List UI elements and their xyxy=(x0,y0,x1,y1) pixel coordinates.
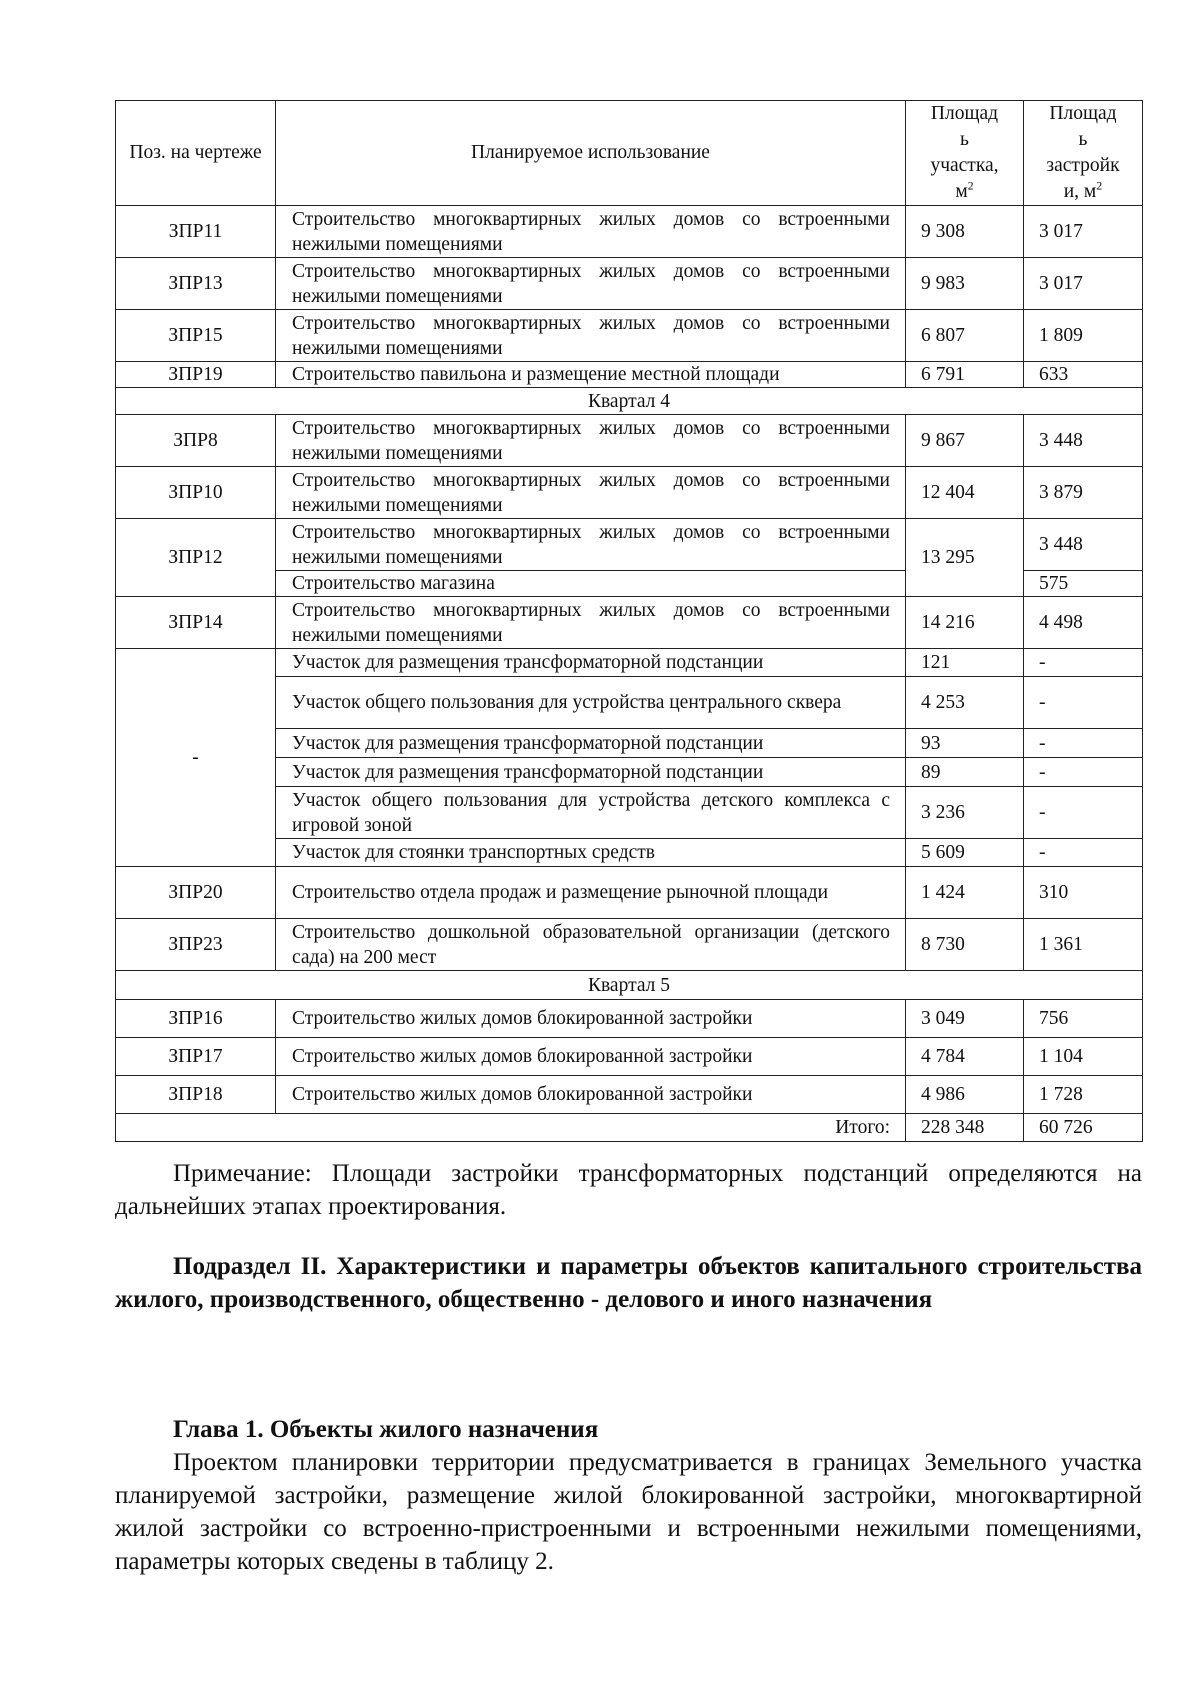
cell-building: 3 448 xyxy=(1024,519,1143,571)
table-row xyxy=(116,415,1143,467)
cell-position: ЗПР14 xyxy=(116,597,276,649)
cell-area: 4 253 xyxy=(906,677,1024,729)
cell-use: Строительство павильона и размещение местной площади xyxy=(276,362,906,388)
cell-area: 89 xyxy=(906,758,1024,787)
table-row xyxy=(116,467,1143,519)
cell-area: 9 867 xyxy=(906,415,1024,467)
cell-building: - xyxy=(1024,787,1143,839)
block-title: Квартал 4 xyxy=(116,388,1143,415)
total-label: Итого: xyxy=(116,1114,906,1142)
cell-area: 13 295 xyxy=(906,519,1024,597)
cell-use: Участок общего пользования для устройства детского комплекса с игровой зоной xyxy=(276,787,906,839)
total-area: 228 348 xyxy=(906,1114,1024,1142)
cell-building: 1 104 xyxy=(1024,1038,1143,1076)
table-row xyxy=(116,649,1143,677)
cell-area: 93 xyxy=(906,729,1024,758)
cell-building: 3 879 xyxy=(1024,467,1143,519)
cell-position: ЗПР10 xyxy=(116,467,276,519)
cell-position: ЗПР16 xyxy=(116,1000,276,1038)
cell-building: - xyxy=(1024,729,1143,758)
cell-use: Строительство многоквартирных жилых домов со встроенными нежилыми помещениями xyxy=(276,415,906,467)
cell-area: 9 308 xyxy=(906,206,1024,258)
cell-position: ЗПР18 xyxy=(116,1076,276,1114)
cell-building: 1 809 xyxy=(1024,310,1143,362)
table-row xyxy=(116,1038,1143,1076)
cell-area: 8 730 xyxy=(906,919,1024,971)
cell-use: Строительство дошкольной образовательной организации (детского сада) на 200 мест xyxy=(276,919,906,971)
cell-building: - xyxy=(1024,758,1143,787)
block-header-row xyxy=(116,388,1143,415)
cell-area: 1 424 xyxy=(906,867,1024,919)
cell-building: 1 728 xyxy=(1024,1076,1143,1114)
cell-building: - xyxy=(1024,649,1143,677)
cell-use: Строительство отдела продаж и размещение рыночной площади xyxy=(276,867,906,919)
table-row xyxy=(116,206,1143,258)
cell-building: - xyxy=(1024,839,1143,867)
cell-use: Строительство многоквартирных жилых домов со встроенными нежилыми помещениями xyxy=(276,519,906,571)
cell-position: ЗПР8 xyxy=(116,415,276,467)
cell-area: 3 236 xyxy=(906,787,1024,839)
cell-building: 633 xyxy=(1024,362,1143,388)
table-row xyxy=(116,258,1143,310)
cell-building: 310 xyxy=(1024,867,1143,919)
table-row xyxy=(116,597,1143,649)
cell-use: Участок для размещения трансформаторной подстанции xyxy=(276,729,906,758)
header-planned-use: Планируемое использование xyxy=(276,101,906,206)
cell-area: 4 784 xyxy=(906,1038,1024,1076)
block-title: Квартал 5 xyxy=(116,971,1143,1000)
cell-use: Строительство многоквартирных жилых домов со встроенными нежилыми помещениями xyxy=(276,258,906,310)
cell-position: ЗПР13 xyxy=(116,258,276,310)
chapter-title: Глава 1. Объекты жилого назначения xyxy=(173,1416,599,1443)
cell-use: Строительство жилых домов блокированной застройки xyxy=(276,1000,906,1038)
cell-building: 4 498 xyxy=(1024,597,1143,649)
block-header-row xyxy=(116,971,1143,1000)
total-building: 60 726 xyxy=(1024,1114,1143,1142)
cell-building: 3 017 xyxy=(1024,206,1143,258)
subsection-title: Подраздел II. Характеристики и параметры объектов капитального строительства жилого, производственного, общественно - делового и иного назначения xyxy=(115,1253,1142,1313)
cell-use: Участок для размещения трансформаторной подстанции xyxy=(276,649,906,677)
cell-position: ЗПР20 xyxy=(116,867,276,919)
cell-position: ЗПР19 xyxy=(116,362,276,388)
cell-position: - xyxy=(116,649,276,867)
cell-position: ЗПР15 xyxy=(116,310,276,362)
cell-area: 121 xyxy=(906,649,1024,677)
cell-area: 12 404 xyxy=(906,467,1024,519)
cell-area: 3 049 xyxy=(906,1000,1024,1038)
cell-use: Строительство многоквартирных жилых домов со встроенными нежилыми помещениями xyxy=(276,467,906,519)
cell-building: 575 xyxy=(1024,571,1143,597)
cell-area: 6 807 xyxy=(906,310,1024,362)
cell-position: ЗПР12 xyxy=(116,519,276,597)
table-row xyxy=(116,310,1143,362)
cell-building: - xyxy=(1024,677,1143,729)
table-row xyxy=(116,362,1143,388)
table-header-row xyxy=(116,101,1143,206)
cell-use: Строительство многоквартирных жилых домов со встроенными нежилыми помещениями xyxy=(276,206,906,258)
header-position: Поз. на чертеже xyxy=(116,101,276,206)
cell-area: 5 609 xyxy=(906,839,1024,867)
table-row xyxy=(116,919,1143,971)
table-row xyxy=(116,1000,1143,1038)
table-row xyxy=(116,867,1143,919)
cell-use: Строительство жилых домов блокированной застройки xyxy=(276,1038,906,1076)
cell-use: Строительство многоквартирных жилых домов со встроенными нежилыми помещениями xyxy=(276,310,906,362)
cell-use: Строительство магазина xyxy=(276,571,906,597)
table-note: Примечание: Площади застройки трансформаторных подстанций определяются на дальнейших этапах проектирования. xyxy=(115,1160,1142,1220)
header-plot-area: Площад ь участка, $м^2$ xyxy=(906,101,1024,206)
cell-building: 1 361 xyxy=(1024,919,1143,971)
cell-building: 3 448 xyxy=(1024,415,1143,467)
cell-use: Участок общего пользования для устройства центрального сквера xyxy=(276,677,906,729)
cell-use: Участок для размещения трансформаторной подстанции xyxy=(276,758,906,787)
table-row xyxy=(116,519,1143,571)
header-building-area: Площад ь застройк и, $м^2$ xyxy=(1024,101,1143,206)
total-row xyxy=(116,1114,1143,1142)
cell-position: ЗПР17 xyxy=(116,1038,276,1076)
cell-building: 3 017 xyxy=(1024,258,1143,310)
table-row xyxy=(116,1076,1143,1114)
cell-building: 756 xyxy=(1024,1000,1143,1038)
land-use-table xyxy=(115,100,1143,1142)
cell-use: Строительство жилых домов блокированной застройки xyxy=(276,1076,906,1114)
cell-use: Строительство многоквартирных жилых домов со встроенными нежилыми помещениями xyxy=(276,597,906,649)
cell-use: Участок для стоянки транспортных средств xyxy=(276,839,906,867)
cell-area: 4 986 xyxy=(906,1076,1024,1114)
cell-position: ЗПР11 xyxy=(116,206,276,258)
body-paragraph: Проектом планировки территории предусматривается в границах Земельного участка планируемой застройки, размещение жилой блокированной застройки, многоквартирной жилой застройки со встроенно-пристроенными и встроенными нежилыми помещениями, параметры которых сведены в таблицу 2. xyxy=(115,1449,1142,1575)
cell-area: 6 791 xyxy=(906,362,1024,388)
cell-area: 14 216 xyxy=(906,597,1024,649)
cell-area: 9 983 xyxy=(906,258,1024,310)
cell-position: ЗПР23 xyxy=(116,919,276,971)
